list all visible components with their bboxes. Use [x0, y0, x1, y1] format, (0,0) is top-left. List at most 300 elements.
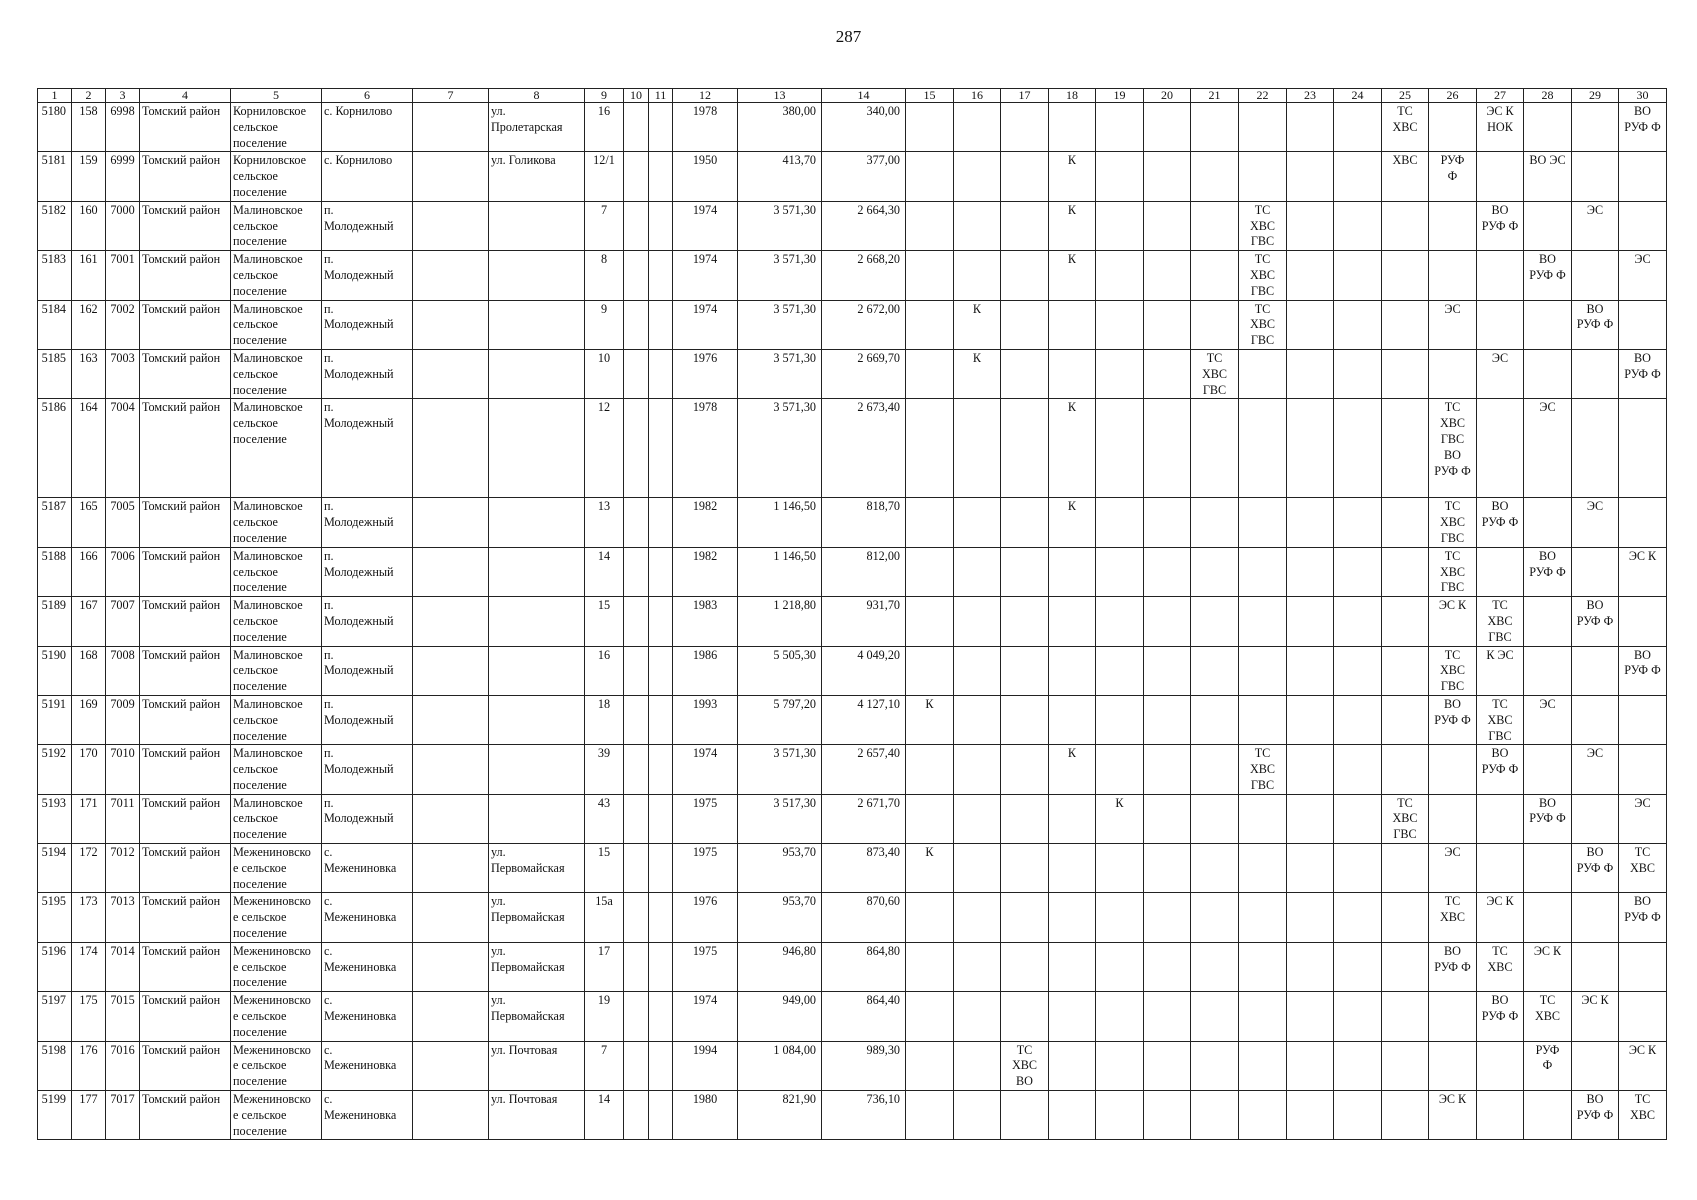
table-cell-col-4: Томский район — [140, 646, 231, 695]
table-cell-col-8 — [489, 349, 585, 398]
table-row — [38, 547, 1667, 596]
table-cell-col-12: 1980 — [673, 1091, 738, 1140]
table-cell-col-13: 1 218,80 — [738, 597, 822, 646]
table-cell-col-15 — [906, 399, 954, 498]
table-cell-col-9: 7 — [585, 201, 624, 250]
table-row — [38, 695, 1667, 744]
table-cell-col-28 — [1524, 300, 1572, 349]
table-cell-col-26 — [1429, 992, 1477, 1041]
table-cell-col-10 — [624, 1041, 649, 1090]
table-cell-col-2: 161 — [72, 251, 106, 300]
table-cell-col-18 — [1049, 646, 1096, 695]
table-cell-col-5: Малиновское сельское поселение — [231, 695, 322, 744]
table-body — [38, 103, 1667, 1140]
table-cell-col-8 — [489, 646, 585, 695]
table-cell-col-23 — [1287, 992, 1334, 1041]
table-cell-col-1: 5183 — [38, 251, 72, 300]
table-cell-col-8: ул. Почтовая — [489, 1091, 585, 1140]
table-cell-col-19 — [1096, 1041, 1144, 1090]
table-cell-col-6: с. Межениновка — [322, 844, 413, 893]
table-cell-col-16 — [954, 844, 1001, 893]
table-cell-col-10 — [624, 992, 649, 1041]
table-cell-col-25 — [1382, 597, 1429, 646]
table-cell-col-28: ЭС — [1524, 695, 1572, 744]
column-header-6: 6 — [322, 89, 413, 103]
table-cell-col-4: Томский район — [140, 942, 231, 991]
table-cell-col-5: Межениновско е сельское поселение — [231, 992, 322, 1041]
table-cell-col-28: РУФ Ф — [1524, 1041, 1572, 1090]
table-cell-col-29 — [1572, 399, 1619, 498]
table-cell-col-30 — [1619, 399, 1667, 498]
table-row — [38, 300, 1667, 349]
table-cell-col-18 — [1049, 893, 1096, 942]
table-cell-col-2: 166 — [72, 547, 106, 596]
table-cell-col-3: 7000 — [106, 201, 140, 250]
table-row — [38, 103, 1667, 152]
table-cell-col-24 — [1334, 893, 1382, 942]
table-cell-col-20 — [1144, 399, 1191, 498]
table-cell-col-23 — [1287, 695, 1334, 744]
column-header-8: 8 — [489, 89, 585, 103]
table-cell-col-16 — [954, 201, 1001, 250]
table-cell-col-5: Малиновское сельское поселение — [231, 547, 322, 596]
table-cell-col-30: ЭС К — [1619, 547, 1667, 596]
table-cell-col-8: ул. Почтовая — [489, 1041, 585, 1090]
table-cell-col-1: 5185 — [38, 349, 72, 398]
table-cell-col-26: ТС ХВС ГВС — [1429, 646, 1477, 695]
table-cell-col-3: 7017 — [106, 1091, 140, 1140]
table-cell-col-21: ТС ХВС ГВС — [1191, 349, 1239, 398]
table-cell-col-26: ВО РУФ Ф — [1429, 942, 1477, 991]
table-row — [38, 942, 1667, 991]
table-cell-col-16: К — [954, 300, 1001, 349]
table-cell-col-23 — [1287, 646, 1334, 695]
table-cell-col-10 — [624, 844, 649, 893]
table-cell-col-3: 6999 — [106, 152, 140, 201]
table-cell-col-3: 7001 — [106, 251, 140, 300]
table-cell-col-1: 5187 — [38, 498, 72, 547]
table-cell-col-2: 176 — [72, 1041, 106, 1090]
column-header-13: 13 — [738, 89, 822, 103]
table-cell-col-8: ул. Первомайская — [489, 844, 585, 893]
table-cell-col-10 — [624, 498, 649, 547]
table-cell-col-28: ВО РУФ Ф — [1524, 794, 1572, 843]
table-cell-col-1: 5182 — [38, 201, 72, 250]
table-cell-col-3: 7006 — [106, 547, 140, 596]
table-cell-col-4: Томский район — [140, 349, 231, 398]
table-cell-col-27 — [1477, 1091, 1524, 1140]
table-cell-col-26 — [1429, 201, 1477, 250]
table-cell-col-5: Малиновское сельское поселение — [231, 498, 322, 547]
table-cell-col-15 — [906, 992, 954, 1041]
table-cell-col-4: Томский район — [140, 251, 231, 300]
table-cell-col-2: 159 — [72, 152, 106, 201]
table-cell-col-7 — [413, 399, 489, 498]
table-cell-col-15: К — [906, 844, 954, 893]
table-cell-col-7 — [413, 597, 489, 646]
table-cell-col-25 — [1382, 844, 1429, 893]
table-cell-col-1: 5197 — [38, 992, 72, 1041]
table-cell-col-10 — [624, 745, 649, 794]
table-cell-col-8 — [489, 597, 585, 646]
table-cell-col-11 — [649, 1091, 673, 1140]
table-cell-col-23 — [1287, 745, 1334, 794]
table-cell-col-20 — [1144, 893, 1191, 942]
table-cell-col-21 — [1191, 745, 1239, 794]
table-cell-col-17: ТС ХВС ВО — [1001, 1041, 1049, 1090]
table-cell-col-4: Томский район — [140, 399, 231, 498]
table-cell-col-17 — [1001, 695, 1049, 744]
table-cell-col-18: К — [1049, 251, 1096, 300]
table-cell-col-19 — [1096, 300, 1144, 349]
table-cell-col-5: Малиновское сельское поселение — [231, 597, 322, 646]
table-cell-col-17 — [1001, 942, 1049, 991]
table-cell-col-14: 931,70 — [822, 597, 906, 646]
table-cell-col-2: 170 — [72, 745, 106, 794]
table-cell-col-19 — [1096, 695, 1144, 744]
table-cell-col-28 — [1524, 893, 1572, 942]
table-row — [38, 893, 1667, 942]
table-cell-col-9: 15 — [585, 597, 624, 646]
table-cell-col-22 — [1239, 695, 1287, 744]
table-cell-col-1: 5186 — [38, 399, 72, 498]
table-cell-col-18 — [1049, 844, 1096, 893]
table-cell-col-25 — [1382, 547, 1429, 596]
table-cell-col-28 — [1524, 844, 1572, 893]
table-cell-col-12: 1974 — [673, 201, 738, 250]
table-cell-col-1: 5190 — [38, 646, 72, 695]
table-cell-col-24 — [1334, 1041, 1382, 1090]
table-cell-col-7 — [413, 498, 489, 547]
table-cell-col-14: 2 671,70 — [822, 794, 906, 843]
table-cell-col-26 — [1429, 1041, 1477, 1090]
table-cell-col-24 — [1334, 646, 1382, 695]
table-cell-col-5: Межениновско е сельское поселение — [231, 942, 322, 991]
table-cell-col-27 — [1477, 1041, 1524, 1090]
table-cell-col-4: Томский район — [140, 547, 231, 596]
table-cell-col-16 — [954, 1041, 1001, 1090]
table-cell-col-1: 5194 — [38, 844, 72, 893]
table-cell-col-7 — [413, 103, 489, 152]
table-cell-col-12: 1950 — [673, 152, 738, 201]
table-cell-col-17 — [1001, 399, 1049, 498]
table-cell-col-29 — [1572, 695, 1619, 744]
table-cell-col-6: п. Молодежный — [322, 794, 413, 843]
column-header-10: 10 — [624, 89, 649, 103]
table-cell-col-8: ул. Первомайская — [489, 942, 585, 991]
table-cell-col-30 — [1619, 152, 1667, 201]
column-header-16: 16 — [954, 89, 1001, 103]
table-cell-col-21 — [1191, 1091, 1239, 1140]
table-cell-col-14: 2 669,70 — [822, 349, 906, 398]
table-cell-col-15 — [906, 498, 954, 547]
table-cell-col-11 — [649, 695, 673, 744]
table-cell-col-9: 39 — [585, 745, 624, 794]
column-header-24: 24 — [1334, 89, 1382, 103]
table-cell-col-17 — [1001, 103, 1049, 152]
table-cell-col-29 — [1572, 251, 1619, 300]
table-cell-col-21 — [1191, 597, 1239, 646]
table-cell-col-1: 5189 — [38, 597, 72, 646]
table-cell-col-18: К — [1049, 745, 1096, 794]
table-cell-col-9: 14 — [585, 1091, 624, 1140]
table-cell-col-7 — [413, 794, 489, 843]
table-cell-col-1: 5180 — [38, 103, 72, 152]
column-header-1: 1 — [38, 89, 72, 103]
table-cell-col-24 — [1334, 597, 1382, 646]
table-cell-col-1: 5193 — [38, 794, 72, 843]
table-cell-col-12: 1975 — [673, 844, 738, 893]
table-cell-col-20 — [1144, 1091, 1191, 1140]
table-cell-col-6: п. Молодежный — [322, 547, 413, 596]
table-cell-col-10 — [624, 547, 649, 596]
table-cell-col-17 — [1001, 597, 1049, 646]
table-cell-col-14: 2 673,40 — [822, 399, 906, 498]
table-cell-col-23 — [1287, 893, 1334, 942]
table-cell-col-21 — [1191, 152, 1239, 201]
table-cell-col-26: ЭС К — [1429, 1091, 1477, 1140]
table-cell-col-19 — [1096, 646, 1144, 695]
table-cell-col-12: 1993 — [673, 695, 738, 744]
table-cell-col-23 — [1287, 103, 1334, 152]
table-cell-col-21 — [1191, 103, 1239, 152]
table-cell-col-3: 7012 — [106, 844, 140, 893]
table-cell-col-25 — [1382, 201, 1429, 250]
column-header-26: 26 — [1429, 89, 1477, 103]
table-cell-col-4: Томский район — [140, 1091, 231, 1140]
table-cell-col-1: 5191 — [38, 695, 72, 744]
column-header-22: 22 — [1239, 89, 1287, 103]
table-cell-col-19 — [1096, 201, 1144, 250]
table-cell-col-15 — [906, 597, 954, 646]
table-cell-col-27: К ЭС — [1477, 646, 1524, 695]
table-cell-col-16 — [954, 646, 1001, 695]
table-cell-col-2: 173 — [72, 893, 106, 942]
table-cell-col-15 — [906, 1091, 954, 1140]
table-cell-col-1: 5198 — [38, 1041, 72, 1090]
table-cell-col-23 — [1287, 1041, 1334, 1090]
table-cell-col-6: п. Молодежный — [322, 349, 413, 398]
table-cell-col-10 — [624, 1091, 649, 1140]
table-cell-col-12: 1975 — [673, 942, 738, 991]
table-cell-col-4: Томский район — [140, 844, 231, 893]
table-cell-col-8 — [489, 300, 585, 349]
table-row — [38, 794, 1667, 843]
table-cell-col-21 — [1191, 794, 1239, 843]
table-cell-col-24 — [1334, 349, 1382, 398]
table-cell-col-10 — [624, 103, 649, 152]
table-row — [38, 597, 1667, 646]
table-cell-col-7 — [413, 1091, 489, 1140]
table-cell-col-5: Малиновское сельское поселение — [231, 399, 322, 498]
table-cell-col-6: с. Межениновка — [322, 1041, 413, 1090]
table-cell-col-16 — [954, 251, 1001, 300]
table-row — [38, 646, 1667, 695]
table-cell-col-20 — [1144, 794, 1191, 843]
table-cell-col-2: 177 — [72, 1091, 106, 1140]
table-cell-col-13: 3 517,30 — [738, 794, 822, 843]
table-cell-col-11 — [649, 349, 673, 398]
table-cell-col-20 — [1144, 498, 1191, 547]
table-cell-col-11 — [649, 201, 673, 250]
table-cell-col-26 — [1429, 251, 1477, 300]
table-cell-col-23 — [1287, 547, 1334, 596]
table-cell-col-2: 164 — [72, 399, 106, 498]
table-cell-col-14: 864,80 — [822, 942, 906, 991]
table-cell-col-16 — [954, 103, 1001, 152]
table-cell-col-8 — [489, 745, 585, 794]
table-cell-col-27: ВО РУФ Ф — [1477, 745, 1524, 794]
table-cell-col-21 — [1191, 251, 1239, 300]
column-header-19: 19 — [1096, 89, 1144, 103]
table-cell-col-4: Томский район — [140, 103, 231, 152]
table-cell-col-12: 1982 — [673, 498, 738, 547]
column-header-4: 4 — [140, 89, 231, 103]
table-cell-col-2: 174 — [72, 942, 106, 991]
table-cell-col-22 — [1239, 992, 1287, 1041]
table-cell-col-14: 2 672,00 — [822, 300, 906, 349]
table-cell-col-24 — [1334, 201, 1382, 250]
table-cell-col-26: ЭС — [1429, 300, 1477, 349]
table-cell-col-13: 821,90 — [738, 1091, 822, 1140]
table-cell-col-8: ул. Пролетарская — [489, 103, 585, 152]
table-cell-col-6: п. Молодежный — [322, 597, 413, 646]
table-cell-col-18: К — [1049, 201, 1096, 250]
table-cell-col-30 — [1619, 201, 1667, 250]
table-cell-col-29: ЭС — [1572, 745, 1619, 794]
table-cell-col-19 — [1096, 992, 1144, 1041]
table-cell-col-7 — [413, 349, 489, 398]
column-header-20: 20 — [1144, 89, 1191, 103]
table-cell-col-28 — [1524, 201, 1572, 250]
table-cell-col-1: 5195 — [38, 893, 72, 942]
table-cell-col-19 — [1096, 942, 1144, 991]
table-row — [38, 745, 1667, 794]
table-cell-col-19 — [1096, 893, 1144, 942]
table-cell-col-12: 1974 — [673, 300, 738, 349]
table-cell-col-27: ВО РУФ Ф — [1477, 992, 1524, 1041]
table-cell-col-22: ТС ХВС ГВС — [1239, 251, 1287, 300]
column-header-11: 11 — [649, 89, 673, 103]
table-cell-col-19 — [1096, 1091, 1144, 1140]
table-cell-col-29: ВО РУФ Ф — [1572, 1091, 1619, 1140]
column-header-25: 25 — [1382, 89, 1429, 103]
column-header-27: 27 — [1477, 89, 1524, 103]
table-cell-col-25: ХВС — [1382, 152, 1429, 201]
table-cell-col-19 — [1096, 251, 1144, 300]
table-cell-col-11 — [649, 152, 673, 201]
table-cell-col-15 — [906, 201, 954, 250]
table-cell-col-28 — [1524, 1091, 1572, 1140]
table-cell-col-9: 43 — [585, 794, 624, 843]
table-cell-col-22 — [1239, 794, 1287, 843]
table-cell-col-22 — [1239, 893, 1287, 942]
table-cell-col-22 — [1239, 152, 1287, 201]
table-row — [38, 399, 1667, 498]
table-cell-col-20 — [1144, 103, 1191, 152]
table-cell-col-20 — [1144, 1041, 1191, 1090]
table-cell-col-5: Малиновское сельское поселение — [231, 794, 322, 843]
table-cell-col-15 — [906, 349, 954, 398]
table-cell-col-16 — [954, 152, 1001, 201]
table-cell-col-13: 3 571,30 — [738, 201, 822, 250]
table-cell-col-19: К — [1096, 794, 1144, 843]
table-cell-col-30 — [1619, 992, 1667, 1041]
table-cell-col-6: п. Молодежный — [322, 695, 413, 744]
table-cell-col-10 — [624, 399, 649, 498]
table-cell-col-25 — [1382, 399, 1429, 498]
table-cell-col-7 — [413, 300, 489, 349]
table-cell-col-24 — [1334, 745, 1382, 794]
table-cell-col-23 — [1287, 399, 1334, 498]
table-cell-col-11 — [649, 794, 673, 843]
table-cell-col-22 — [1239, 399, 1287, 498]
table-cell-col-7 — [413, 844, 489, 893]
table-cell-col-8 — [489, 251, 585, 300]
table-cell-col-18 — [1049, 942, 1096, 991]
table-cell-col-4: Томский район — [140, 597, 231, 646]
table-cell-col-10 — [624, 942, 649, 991]
table-cell-col-14: 4 049,20 — [822, 646, 906, 695]
table-cell-col-20 — [1144, 597, 1191, 646]
table-cell-col-19 — [1096, 547, 1144, 596]
table-cell-col-19 — [1096, 399, 1144, 498]
table-cell-col-21 — [1191, 844, 1239, 893]
table-cell-col-24 — [1334, 942, 1382, 991]
table-cell-col-19 — [1096, 844, 1144, 893]
table-cell-col-23 — [1287, 794, 1334, 843]
table-cell-col-23 — [1287, 942, 1334, 991]
table-cell-col-10 — [624, 695, 649, 744]
table-cell-col-22 — [1239, 646, 1287, 695]
table-cell-col-26 — [1429, 794, 1477, 843]
table-cell-col-29 — [1572, 103, 1619, 152]
table-cell-col-13: 5 797,20 — [738, 695, 822, 744]
table-cell-col-15 — [906, 300, 954, 349]
table-cell-col-5: Корниловское сельское поселение — [231, 103, 322, 152]
table-cell-col-24 — [1334, 844, 1382, 893]
table-cell-col-11 — [649, 251, 673, 300]
table-cell-col-16 — [954, 942, 1001, 991]
table-cell-col-13: 413,70 — [738, 152, 822, 201]
table-cell-col-3: 6998 — [106, 103, 140, 152]
table-cell-col-20 — [1144, 695, 1191, 744]
table-cell-col-14: 377,00 — [822, 152, 906, 201]
table-cell-col-13: 3 571,30 — [738, 349, 822, 398]
table-cell-col-23 — [1287, 1091, 1334, 1140]
column-header-9: 9 — [585, 89, 624, 103]
table-cell-col-14: 989,30 — [822, 1041, 906, 1090]
table-cell-col-19 — [1096, 745, 1144, 794]
table-cell-col-2: 158 — [72, 103, 106, 152]
table-cell-col-13: 3 571,30 — [738, 745, 822, 794]
table-cell-col-28 — [1524, 646, 1572, 695]
table-cell-col-7 — [413, 893, 489, 942]
table-cell-col-6: п. Молодежный — [322, 498, 413, 547]
table-cell-col-17 — [1001, 844, 1049, 893]
table-cell-col-20 — [1144, 547, 1191, 596]
column-header-18: 18 — [1049, 89, 1096, 103]
table-cell-col-8: ул. Первомайская — [489, 893, 585, 942]
table-cell-col-15 — [906, 646, 954, 695]
table-cell-col-14: 4 127,10 — [822, 695, 906, 744]
table-cell-col-15 — [906, 794, 954, 843]
table-cell-col-9: 7 — [585, 1041, 624, 1090]
table-cell-col-29 — [1572, 646, 1619, 695]
table-cell-col-6: п. Молодежный — [322, 745, 413, 794]
table-cell-col-10 — [624, 893, 649, 942]
table-cell-col-9: 12/1 — [585, 152, 624, 201]
